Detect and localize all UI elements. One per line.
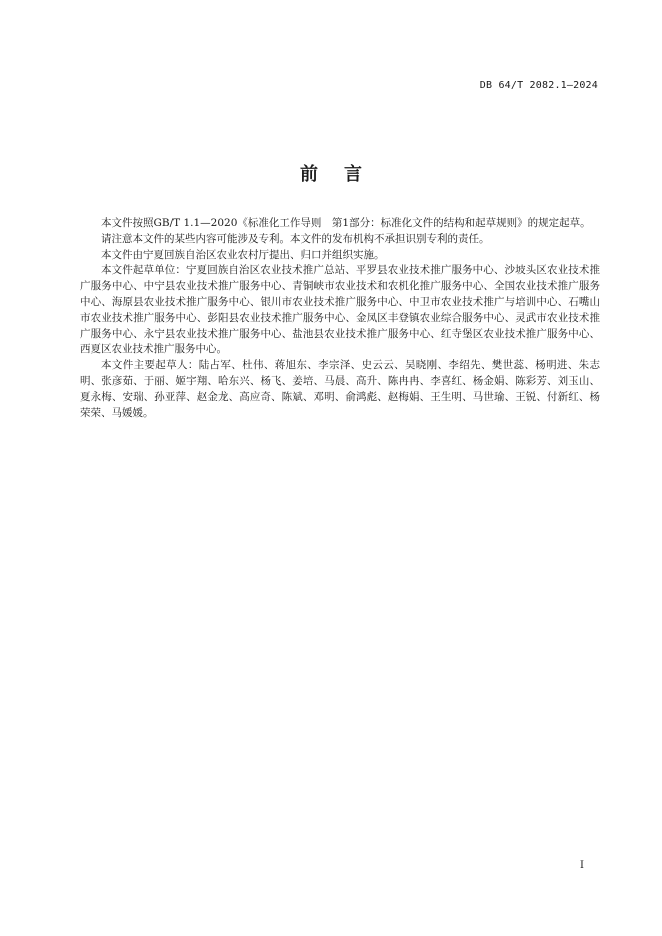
paragraph-drafting-units: 本文件起草单位：宁夏回族自治区农业技术推广总站、平罗县农业技术推广服务中心、沙坡头区农业技术推广服务中心、中宁县农业技术推广服务中心、青铜峡市农业技术和农机化推广服务中心、全国农业技术推广服务中心、海原县农业技术推广服务中心、银川市农业技术推广服务中心、中卫市农业技术推广与培训中心、石嘴山市农业技术推广服务中心、彭阳县农业技术推广服务中心、金凤区丰登镇农业综合服务中心、灵武市农业技术推广服务中心、永宁县农业技术推广服务中心、盐池县农业技术推广服务中心、红寺堡区农业技术推广服务中心、西夏区农业技术推广服务中心。	[80, 264, 600, 356]
paragraph-proposer: 本文件由宁夏回族自治区农业农村厅提出、归口并组织实施。	[101, 248, 385, 261]
paragraph-drafters: 本文件主要起草人：陆占军、杜伟、蒋旭东、李宗泽、史云云、吴晓刚、李绍先、樊世蕊、杨明进、朱志明、张彦茹、于丽、姬宇翔、哈东兴、杨飞、姜培、马晨、高升、陈冉冉、李喜红、杨金娟、陈彩芳、刘玉山、夏永梅、安瑞、孙亚萍、赵金龙、高应奇、陈斌、邓明、俞鸿彪、赵梅娟、王生明、马世瑜、王锐、付新红、杨荣荣、马媛媛。	[80, 359, 600, 419]
page-title: 前言	[300, 164, 388, 185]
paragraph-drafting-rules: 本文件按照GB/T 1.1—2020《标准化工作导则 第1部分：标准化文件的结构和起草规则》的规定起草。	[101, 217, 591, 229]
paragraph-patent-notice: 请注意本文件的某些内容可能涉及专利。本文件的发布机构不承担识别专利的责任。	[101, 232, 490, 245]
document-code: DB 64/T 2082.1—2024	[479, 80, 598, 91]
foreword-body	[80, 216, 600, 421]
page-number: I	[580, 860, 584, 871]
